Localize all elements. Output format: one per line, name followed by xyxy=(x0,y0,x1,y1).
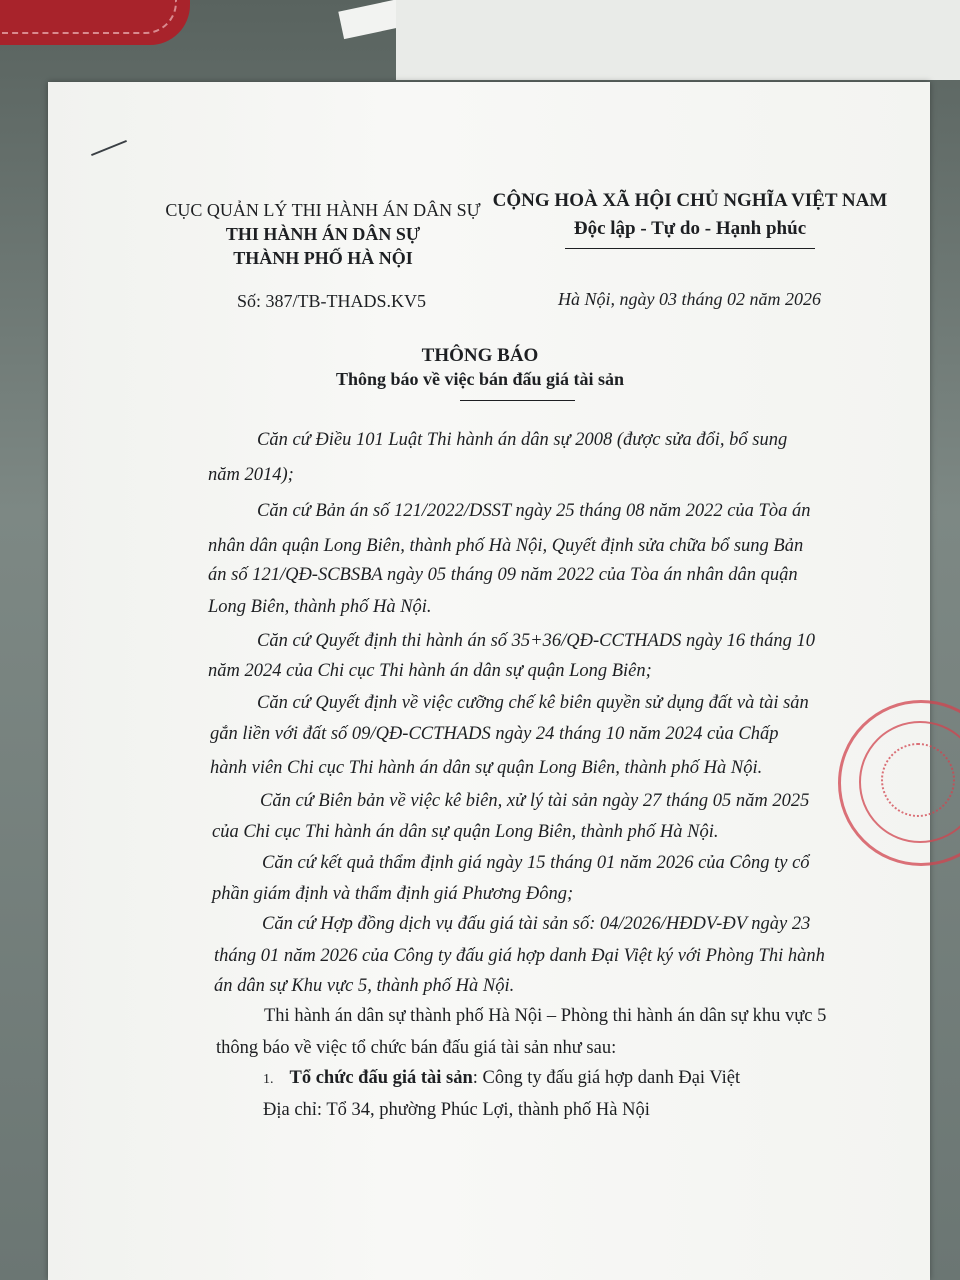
document-subtitle: Thông báo về việc bán đấu giá tài sản xyxy=(335,369,625,389)
body-line: Căn cứ kết quả thẩm định giá ngày 15 tháng 01 năm 2026 của Công ty cổ xyxy=(262,853,810,873)
body-line: Căn cứ Hợp đồng dịch vụ đấu giá tài sản số: 04/2026/HĐDV-ĐV ngày 23 xyxy=(262,914,811,934)
red-object xyxy=(0,0,190,45)
body-line: tháng 01 năm 2026 của Công ty đấu giá hợp danh Đại Việt ký với Phòng Thi hành xyxy=(214,946,825,966)
body-line: Căn cứ Quyết định thi hành án số 35+36/QĐ-CCTHADS ngày 16 tháng 10 xyxy=(257,631,816,651)
national-header xyxy=(490,186,890,249)
document-title: THÔNG BÁO xyxy=(421,345,539,366)
stamp-emblem xyxy=(881,743,955,817)
title-underline xyxy=(460,400,575,401)
intro-line: Thi hành án dân sự thành phố Hà Nội – Phòng thi hành án dân sự khu vực 5 xyxy=(264,1006,827,1026)
address-line: Địa chỉ: Tổ 34, phường Phúc Lợi, thành phố Hà Nội xyxy=(263,1100,650,1120)
body-line: của Chi cục Thi hành án dân sự quận Long Biên, thành phố Hà Nội. xyxy=(212,822,719,842)
paper-underneath xyxy=(396,0,960,80)
body-line: năm 2014); xyxy=(208,465,294,485)
document-date: Hà Nội, ngày 03 tháng 02 năm 2026 xyxy=(558,289,821,309)
agency-header xyxy=(148,198,498,270)
document-number: Số: 387/TB-THADS.KV5 xyxy=(237,291,427,311)
agency-line-2: THI HÀNH ÁN DÂN SỰ xyxy=(225,224,421,244)
body-line: Căn cứ Biên bản về việc kê biên, xử lý tài sản ngày 27 tháng 05 năm 2025 xyxy=(260,791,810,811)
body-line: Long Biên, thành phố Hà Nội. xyxy=(208,597,432,617)
item-1-number: 1. xyxy=(263,1072,274,1087)
body-line: Căn cứ Điều 101 Luật Thi hành án dân sự 2008 (được sửa đổi, bổ sung xyxy=(257,430,788,450)
item-1 xyxy=(263,1068,740,1089)
agency-line-1: CỤC QUẢN LÝ THI HÀNH ÁN DÂN SỰ xyxy=(165,200,481,220)
item-1-value: : Công ty đấu giá hợp danh Đại Việt xyxy=(472,1068,741,1088)
national-motto: Độc lập - Tự do - Hạnh phúc xyxy=(573,218,807,239)
body-line: hành viên Chi cục Thi hành án dân sự quận Long Biên, thành phố Hà Nội. xyxy=(210,758,763,778)
motto-underline xyxy=(565,248,815,249)
body-line: Căn cứ Bản án số 121/2022/DSST ngày 25 tháng 08 năm 2022 của Tòa án xyxy=(257,501,811,521)
body-line: án dân sự Khu vực 5, thành phố Hà Nội. xyxy=(214,976,515,996)
body-line: Căn cứ Quyết định về việc cưỡng chế kê biên quyền sử dụng đất và tài sản xyxy=(257,693,809,713)
intro-line: thông báo về việc tổ chức bán đấu giá tài sản như sau: xyxy=(216,1038,617,1058)
body-line: năm 2024 của Chi cục Thi hành án dân sự quận Long Biên; xyxy=(208,661,652,681)
agency-line-3: THÀNH PHỐ HÀ NỘI xyxy=(233,248,413,268)
body-line: gắn liền với đất số 09/QĐ-CCTHADS ngày 24 tháng 10 năm 2024 của Chấp xyxy=(210,724,779,744)
body-line: phần giám định và thẩm định giá Phương Đông; xyxy=(212,884,574,904)
item-1-label: Tổ chức đấu giá tài sản xyxy=(289,1068,473,1088)
body-line: án số 121/QĐ-SCBSBA ngày 05 tháng 09 năm 2022 của Tòa án nhân dân quận xyxy=(208,565,798,585)
national-title: CỘNG HOÀ XÃ HỘI CHỦ NGHĨA VIỆT NAM xyxy=(492,190,888,211)
body-line: nhân dân quận Long Biên, thành phố Hà Nội, Quyết định sửa chữa bổ sung Bản xyxy=(208,536,804,556)
